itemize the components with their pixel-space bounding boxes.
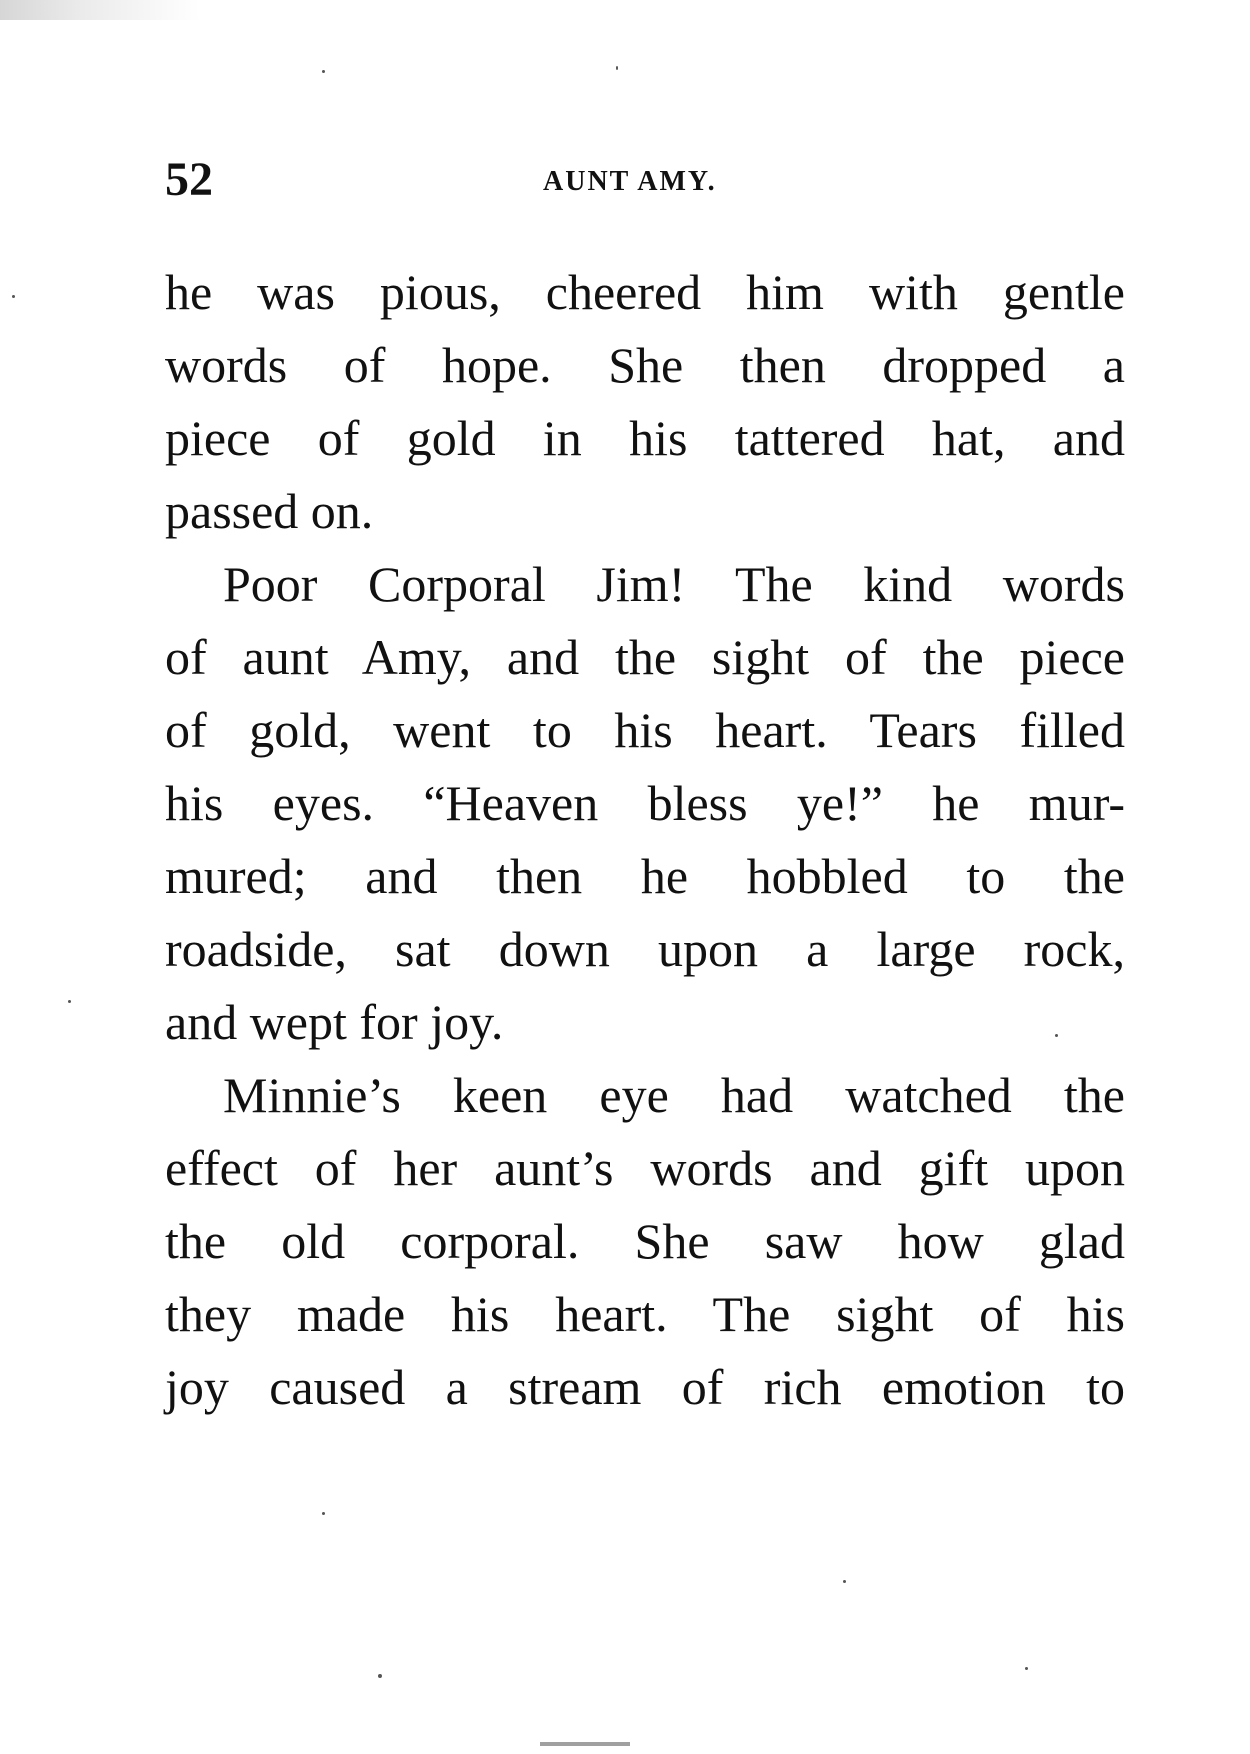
scan-speck — [322, 1512, 325, 1515]
scan-speck — [12, 295, 15, 298]
text-line: they made his heart. The sight of his — [165, 1286, 1125, 1342]
scan-speck — [68, 1000, 71, 1003]
text-line: piece of gold in his tattered hat, and — [165, 410, 1125, 466]
text-line: Minnie’s keen eye had watched the — [223, 1067, 1125, 1123]
text-line: of aunt Amy, and the sight of the piece — [165, 629, 1125, 685]
text-line: words of hope. She then dropped a — [165, 337, 1125, 393]
text-line: roadside, sat down upon a large rock, — [165, 921, 1125, 977]
text-line: and wept for joy. — [165, 994, 504, 1050]
text-line: mured; and then he hobbled to the — [165, 848, 1125, 904]
scan-speck — [843, 1580, 846, 1583]
scan-speck — [322, 70, 325, 73]
running-head: AUNT AMY. — [543, 166, 717, 197]
text-line: Poor Corporal Jim! The kind words — [223, 556, 1125, 612]
text-line: passed on. — [165, 483, 374, 539]
scan-speck — [378, 1674, 382, 1678]
text-line: joy caused a stream of rich emotion to — [165, 1359, 1125, 1415]
bottom-edge-mark — [540, 1742, 630, 1746]
page-header — [165, 150, 1125, 210]
text-line: the old corporal. She saw how glad — [165, 1213, 1125, 1269]
text-line: his eyes. “Heaven bless ye!” he mur- — [165, 775, 1125, 831]
scan-speck — [1055, 1034, 1058, 1037]
text-line: he was pious, cheered him with gentle — [165, 264, 1125, 320]
scan-edge-noise — [0, 0, 200, 20]
scan-speck — [616, 66, 618, 70]
text-line: of gold, went to his heart. Tears filled — [165, 702, 1125, 758]
body-text — [165, 256, 1125, 1424]
scan-speck — [1025, 1667, 1028, 1670]
page-number: 52 — [165, 153, 213, 206]
text-line: effect of her aunt’s words and gift upon — [165, 1140, 1125, 1196]
